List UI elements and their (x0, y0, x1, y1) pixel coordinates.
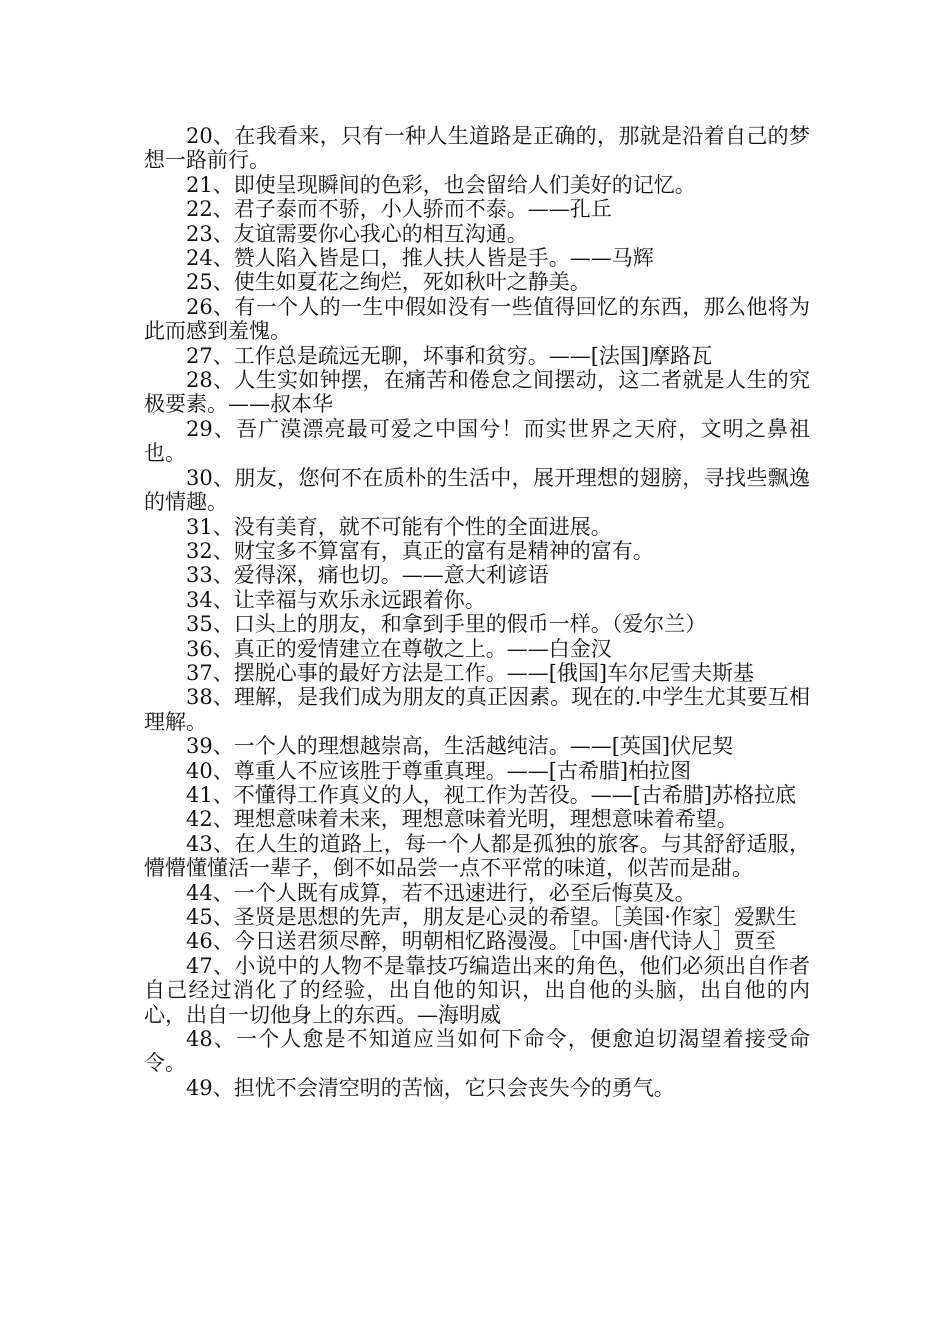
quote-paragraph-23: 23、友谊需要你心我心的相互沟通。 (186, 221, 528, 246)
quote-paragraph-24: 24、赞人陷入皆是口，推人扶人皆是手。——马辉 (186, 246, 654, 271)
quote-paragraph-45: 45、圣贤是思想的先声，朋友是心灵的希望。［美国·作家］爱默生 (186, 905, 797, 929)
quote-paragraph-49: 49、担忧不会清空明的苦恼，它只会丧失今的勇气。 (186, 1075, 675, 1100)
quote-paragraph-31: 31、没有美育，就不可能有个性的全面进展。 (186, 514, 612, 539)
quote-paragraph-29: 29、吾广漠漂亮最可爱之中国兮！而实世界之天府，文明之鼻祖也。 (144, 416, 810, 466)
quote-paragraph-39: 39、一个人的理想越崇高，生活越纯洁。——[英国]伏尼契 (186, 734, 734, 759)
quote-paragraph-22: 22、君子泰而不骄，小人骄而不泰。——孔丘 (186, 197, 612, 222)
quote-paragraph-36: 36、真正的爱情建立在尊敬之上。——白金汉 (186, 636, 612, 661)
quote-paragraph-43: 43、在人生的道路上，每一个人都是孤独的旅客。与其舒舒适服，懵懵懂懂活一辈子，倒不如品尝一点不平常的味道，似苦而是甜。 (144, 831, 810, 881)
quote-paragraph-26: 26、有一个人的一生中假如没有一些值得回忆的东西，那么他将为此而感到羞愧。 (144, 294, 810, 344)
quote-paragraph-27: 27、工作总是疏远无聊，坏事和贫穷。——[法国]摩路瓦 (186, 343, 713, 368)
quote-paragraph-38: 38、理解，是我们成为朋友的真正因素。现在的.中学生尤其要互相理解。 (144, 685, 810, 734)
quote-paragraph-40: 40、尊重人不应该胜于尊重真理。——[古希腊]柏拉图 (186, 758, 692, 783)
quote-paragraph-20: 20、在我看来，只有一种人生道路是正确的，那就是沿着自己的梦想一路前行。 (144, 124, 810, 173)
quote-paragraph-33: 33、爱得深，痛也切。——意大利谚语 (186, 563, 549, 588)
quote-paragraph-21: 21、即使呈现瞬间的色彩，也会留给人们美好的记忆。 (186, 172, 696, 197)
quote-paragraph-48: 48、一个人愈是不知道应当如何下命令，便愈迫切渴望着接受命令。 (144, 1027, 810, 1076)
quote-paragraph-46: 46、今日送君须尽醉，明朝相忆路漫漫。［中国·唐代诗人］贾至 (186, 929, 776, 954)
quote-paragraph-42: 42、理想意味着未来，理想意味着光明，理想意味着希望。 (186, 807, 738, 832)
quote-paragraph-32: 32、财宝多不算富有，真正的富有是精神的富有。 (186, 538, 654, 563)
quote-paragraph-37: 37、摆脱心事的最好方法是工作。——[俄国]车尔尼雪夫斯基 (186, 660, 755, 685)
document-body (144, 124, 810, 1100)
quote-paragraph-30: 30、朋友，您何不在质朴的生活中，展开理想的翅膀，寻找些飘逸的情趣。 (144, 465, 810, 515)
quote-paragraph-25: 25、使生如夏花之绚烂，死如秋叶之静美。 (186, 270, 591, 295)
quote-paragraph-44: 44、一个人既有成算，若不迅速进行，必至后悔莫及。 (186, 880, 696, 905)
quote-paragraph-47: 47、小说中的人物不是靠技巧编造出来的角色，他们必须出自作者自己经过消化了的经验，出自他的知识，出自他的头脑，出自他的内心，出自一切他身上的东西。—海明威 (144, 953, 810, 1027)
quote-paragraph-41: 41、不懂得工作真义的人，视工作为苦役。——[古希腊]苏格拉底 (186, 782, 797, 807)
quote-paragraph-34: 34、让幸福与欢乐永远跟着你。 (186, 587, 486, 612)
quote-paragraph-28: 28、人生实如钟摆，在痛苦和倦怠之间摆动，这二者就是人生的究极要素。——叔本华 (144, 368, 810, 417)
quote-paragraph-35: 35、口头上的朋友，和拿到手里的假币一样。（爱尔兰） (186, 612, 707, 637)
